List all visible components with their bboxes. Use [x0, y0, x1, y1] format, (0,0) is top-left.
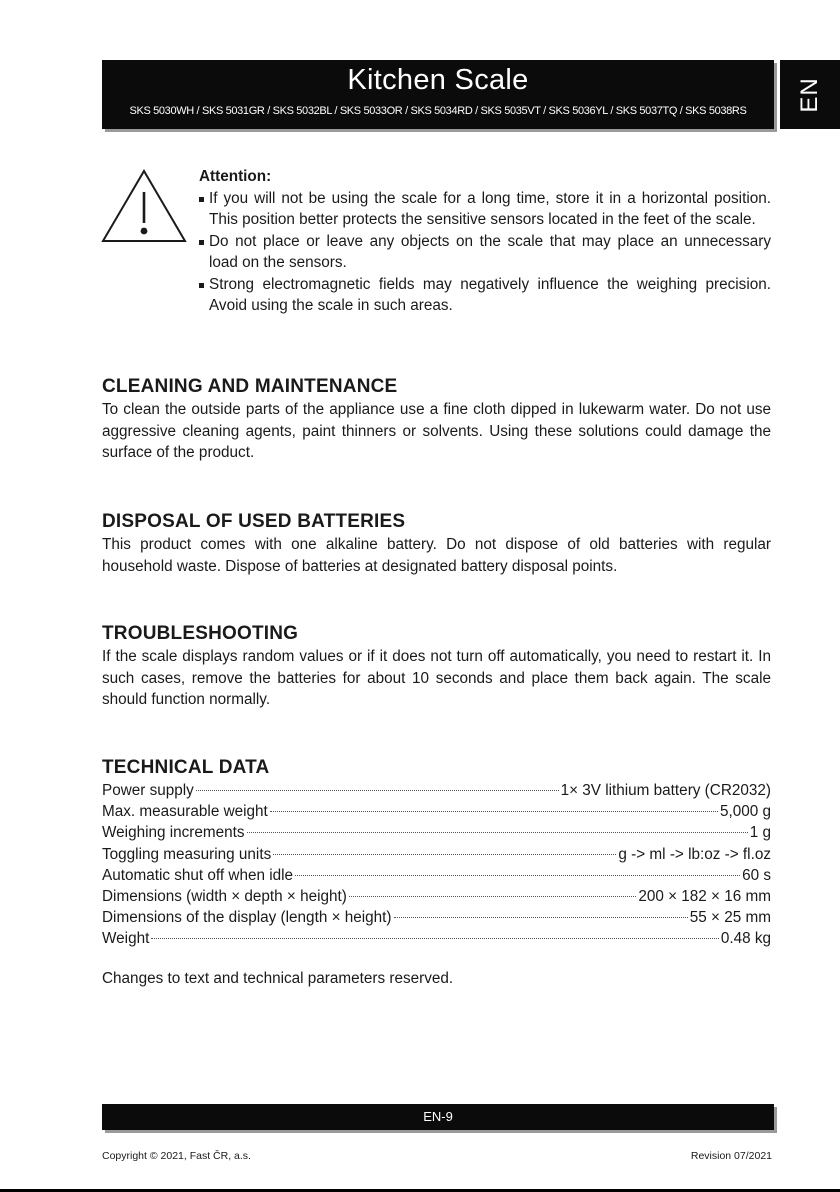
- language-label: EN: [796, 76, 823, 113]
- spec-label: Dimensions of the display (length × height): [102, 909, 392, 927]
- technical-data-section: [102, 756, 771, 950]
- spec-value: 1 g: [749, 824, 771, 842]
- language-tab: [780, 60, 840, 129]
- spec-value: 1× 3V lithium battery (CR2032): [560, 782, 771, 799]
- attention-block: [199, 166, 771, 317]
- troubleshooting-text: If the scale displays random values or if it does not turn off automatically, you need to restart it. In such cases, remove the batteries for about 10 seconds and place them back again. The scale should function normally.: [102, 648, 771, 708]
- spec-value: 0.48 kg: [720, 930, 771, 948]
- copyright: Copyright © 2021, Fast ČR, a.s.: [102, 1150, 251, 1162]
- spec-row: [102, 801, 771, 822]
- spec-row: [102, 907, 771, 928]
- spec-label: Power supply: [102, 782, 194, 799]
- spec-value: 5,000 g: [719, 803, 771, 821]
- technical-data-heading: TECHNICAL DATA: [102, 757, 270, 778]
- warning-triangle-icon: [100, 168, 188, 244]
- spec-value: 55 × 25 mm: [689, 909, 771, 927]
- dot-leader: [394, 917, 688, 918]
- attention-list: [199, 188, 771, 317]
- model-numbers: SKS 5030WH / SKS 5031GR / SKS 5032BL / SKS 5033OR / SKS 5034RD / SKS 5035VT / SKS 5036YL / SKS 5037TQ / SKS 5038RS: [129, 105, 747, 117]
- reserved-note: Changes to text and technical parameters reserved.: [102, 970, 454, 987]
- spec-row: [102, 886, 771, 907]
- page-title: Kitchen Scale: [347, 64, 529, 96]
- troubleshooting-section: [102, 622, 771, 711]
- dot-leader: [151, 938, 718, 939]
- disposal-heading: DISPOSAL OF USED BATTERIES: [102, 511, 406, 532]
- page-number: EN-9: [423, 1109, 453, 1124]
- dot-leader: [273, 854, 616, 855]
- cleaning-text: To clean the outside parts of the appliance use a fine cloth dipped in lukewarm water. Do not use aggressive cleaning agents, paint thinners or solvents. Using these solutions could damage the surface of the product.: [102, 401, 771, 461]
- dot-leader: [196, 790, 559, 791]
- spec-row: [102, 928, 771, 949]
- dot-leader: [270, 811, 718, 812]
- revision: Revision 07/2021: [690, 1150, 772, 1162]
- dot-leader: [247, 832, 748, 833]
- disposal-text: This product comes with one alkaline battery. Do not dispose of old batteries with regular household waste. Dispose of batteries at designated battery disposal points.: [102, 536, 771, 575]
- dot-leader: [295, 875, 740, 876]
- dot-leader: [349, 896, 636, 897]
- attention-item: Do not place or leave any objects on the scale that may place an unnecessary load on the sensors.: [199, 231, 771, 274]
- footer-bar: [102, 1104, 774, 1130]
- spec-label: Dimensions (width × depth × height): [102, 888, 347, 906]
- spec-label: Max. measurable weight: [102, 803, 268, 821]
- spec-row: [102, 822, 771, 843]
- attention-heading: Attention:: [199, 168, 272, 185]
- spec-row: [102, 844, 771, 865]
- spec-row: [102, 865, 771, 886]
- spec-value: 200 × 182 × 16 mm: [638, 888, 771, 906]
- disposal-section: [102, 510, 771, 577]
- attention-item: If you will not be using the scale for a long time, store it in a horizontal position. This position better protects the sensitive sensors located in the feet of the scale.: [199, 188, 771, 231]
- cleaning-section: [102, 375, 771, 464]
- spec-label: Toggling measuring units: [102, 845, 272, 863]
- spec-label: Automatic shut off when idle: [102, 866, 294, 884]
- spec-value: 60 s: [742, 866, 771, 884]
- spec-label: Weight: [102, 930, 150, 948]
- spec-row: [102, 780, 771, 801]
- spec-table: [102, 780, 771, 950]
- attention-item: Strong electromagnetic fields may negatively influence the weighing precision. Avoid using the scale in such areas.: [199, 274, 771, 317]
- cleaning-heading: CLEANING AND MAINTENANCE: [102, 376, 398, 397]
- header-bar: [102, 60, 774, 129]
- spec-label: Weighing increments: [102, 824, 245, 842]
- spec-value: g -> ml -> lb:oz -> fl.oz: [618, 845, 771, 863]
- troubleshooting-heading: TROUBLESHOOTING: [102, 623, 299, 644]
